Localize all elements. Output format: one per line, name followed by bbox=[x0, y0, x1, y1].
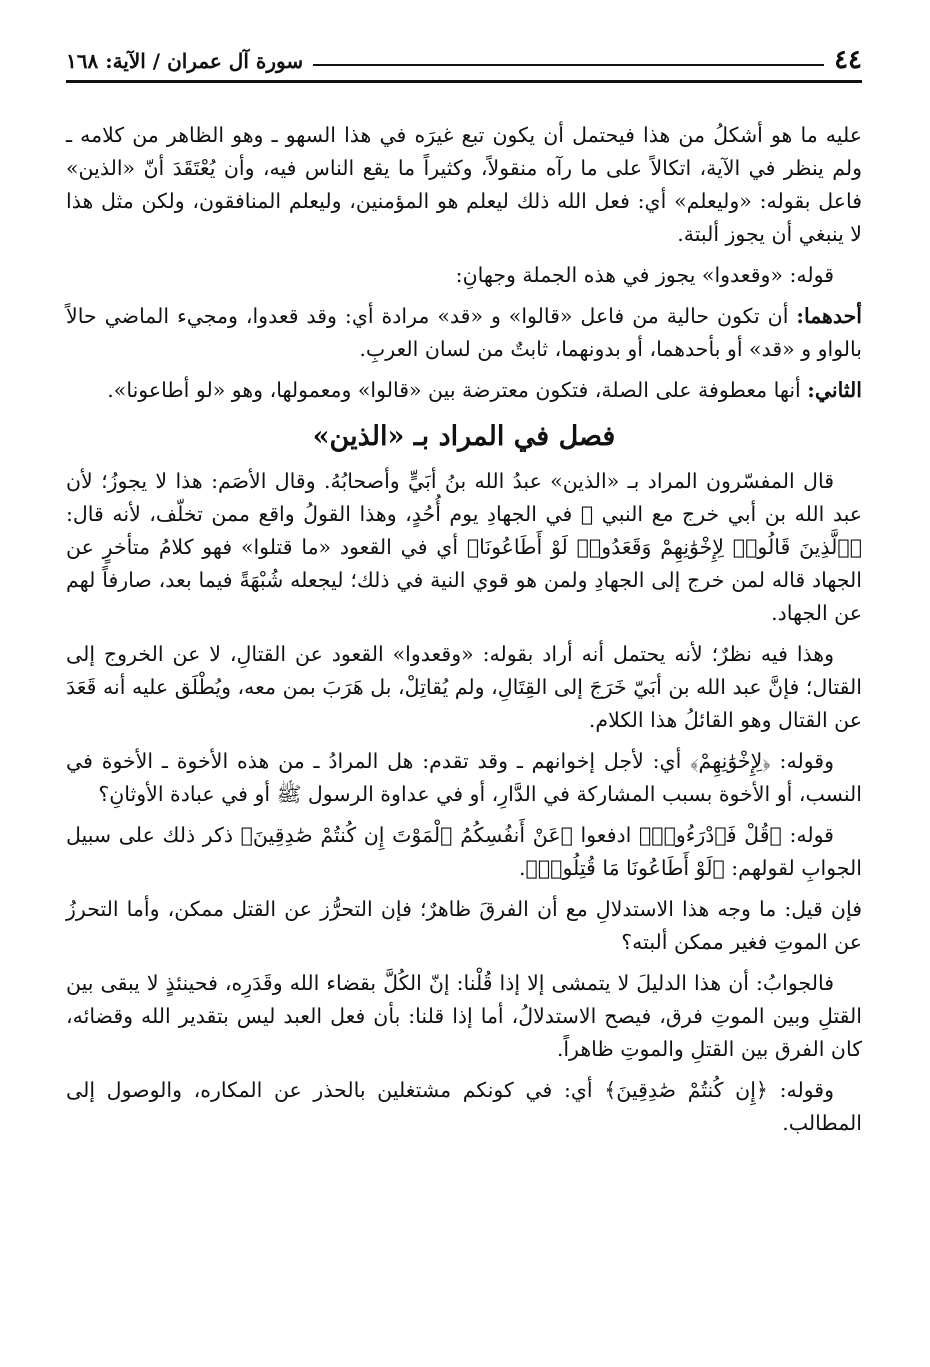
paragraph-text: وقوله: ﴿إِن كُنتُمْ صَٰدِقِينَ﴾ أي: في كونكم مشتغلين بالحذر عن المكاره، والوصول إلى المطالب. bbox=[66, 1078, 862, 1135]
book-page bbox=[66, 40, 862, 1148]
header-dash-rule bbox=[313, 64, 824, 66]
paragraph-text: قوله: ﴿قُلْ فَٱدْرَءُوا۟﴾ ادفعوا ﴿عَنْ أَنفُسِكُمُ ٱلْمَوْتَ إِن كُنتُمْ صَٰدِقِينَ﴾ ذكر ذلك على سبيل الجوابِ لقولهم: ﴿لَوْ أَطَاعُونَا مَا قُتِلُوا۟﴾. bbox=[66, 823, 862, 880]
running-header bbox=[66, 40, 862, 74]
paragraph-text: قال المفسّرون المراد بـ «الذين» عبدُ الله بنُ أبَيٍّ وأصحابُهُ. وقال الأصَم: هذا لا يجوزُ؛ لأن عبد الله بن أبي خرج مع النبي ﷺ في الجهادِ يوم أُحُدٍ، وهذا القولُ واقع ممن تخلّف، لأنه قال: ﴿ٱلَّذِينَ قَالُوا۟ لِإِخْوَٰنِهِمْ وَقَعَدُوا۟ لَوْ أَطَاعُونَا﴾ أي في القعود «ما قتلوا» فهو كلامُ متأخرٍ عن الجهاد قاله لمن خرج إلى الجهادِ ولمن هو قوي النية في ذلك؛ ليجعله شُبْهَةً فيما بعد، صارفاً لهم عن الجهاد. bbox=[66, 469, 862, 625]
paragraph bbox=[66, 119, 862, 251]
running-header-left-group bbox=[303, 46, 862, 74]
section-heading: فصل في المراد بـ «الذين» bbox=[312, 421, 616, 452]
header-rule bbox=[66, 80, 862, 83]
paragraph-text: فإن قيل: ما وجه هذا الاستدلالِ مع أن الفرقَ ظاهرٌ؛ فإن التحرُّز عن القتل ممكن، وأما التحرزُ عن الموتِ فغير ممكن ألبته؟ bbox=[66, 897, 862, 954]
paragraph-text: فالجوابُ: أن هذا الدليلَ لا يتمشى إلا إذا قُلْنا: إنّ الكُلَّ بقضاء الله وقَدَرِه، فحينئذٍ لا يبقى بين القتلِ وبين الموتِ فرق، فيصح الاستدلالُ، أما إذا قلنا: بأن فعل العبد ليس بتقدير الله وقضائه، كان الفرق بين القتلِ والموتِ ظاهراً. bbox=[66, 971, 862, 1061]
paragraph-lead: الثاني: bbox=[807, 378, 862, 402]
paragraph bbox=[66, 819, 862, 885]
paragraph-text: أنها معطوفة على الصلة، فتكون معترضة بين «قالوا» ومعمولها، وهو «لو أطاعونا». bbox=[107, 378, 808, 402]
paragraph bbox=[66, 374, 862, 407]
paragraph bbox=[66, 745, 862, 811]
paragraph bbox=[66, 1074, 862, 1140]
body-text bbox=[66, 119, 862, 1140]
paragraph bbox=[66, 259, 862, 292]
paragraph bbox=[66, 638, 862, 737]
paragraph bbox=[66, 893, 862, 959]
paragraph-text: قوله: «وقعدوا» يجوز في هذه الجملة وجهانِ: bbox=[455, 263, 834, 287]
running-title: سورة آل عمران / الآية: ١٦٨ bbox=[66, 49, 304, 73]
paragraph-text: وهذا فيه نظرٌ؛ لأنه يحتمل أنه أراد بقوله: «وقعدوا» القعود عن القتالِ، لا عن الخروج إلى القتال؛ فإنَّ عبد الله بن أبَيّ خَرَجَ إلى القِتَالِ، ولم يُقاتِلْ، بل هَرَبَ بمن معه، ويُطْلَق عليه أنه قَعَدَ عن القتال وهو القائلُ هذا الكلام. bbox=[66, 642, 862, 732]
paragraph bbox=[66, 967, 862, 1066]
page-number: ٤٤ bbox=[834, 45, 862, 75]
paragraph-text: عليه ما هو أشكلُ من هذا فيحتمل أن يكون تبع غيرَه في هذا السهو ـ وهو الظاهر من كلامه ـ ولم ينظر في الآية، اتكالاً على ما رآه منقولاً، وكثيراً ما يقع الناس فيه، وأن يُعْتَقَدَ أنّ «الذين» فاعل بقوله: «وليعلم» أي: فعل الله ذلك ليعلم هو المؤمنين، وليعلم المنافقون، ولكن مثل هذا لا ينبغي أن يجوز ألبتة. bbox=[66, 123, 862, 246]
paragraph bbox=[66, 300, 862, 366]
paragraph-text: وقوله: ﴿لِإِخْوَٰنِهِمْ﴾ أي: لأجل إخوانهم ـ وقد تقدم: هل المرادُ ـ من هذه الأخوة ـ الأخوة في النسب، أو الأخوة بسبب المشاركة في الدَّارِ، أو في عداوة الرسول ﷺ أو في عبادة الأوثانِ؟ bbox=[66, 749, 862, 806]
paragraph bbox=[66, 465, 862, 630]
paragraph-text: أن تكون حالية من فاعل «قالوا» و «قد» مرادة أي: وقد قعدوا، ومجيء الماضي حالاً بالواو و «قد» أو بأحدهما، أو بدونهما، ثابتٌ من لسان العربِ. bbox=[66, 304, 862, 361]
paragraph-lead: أحدهما: bbox=[796, 304, 862, 328]
